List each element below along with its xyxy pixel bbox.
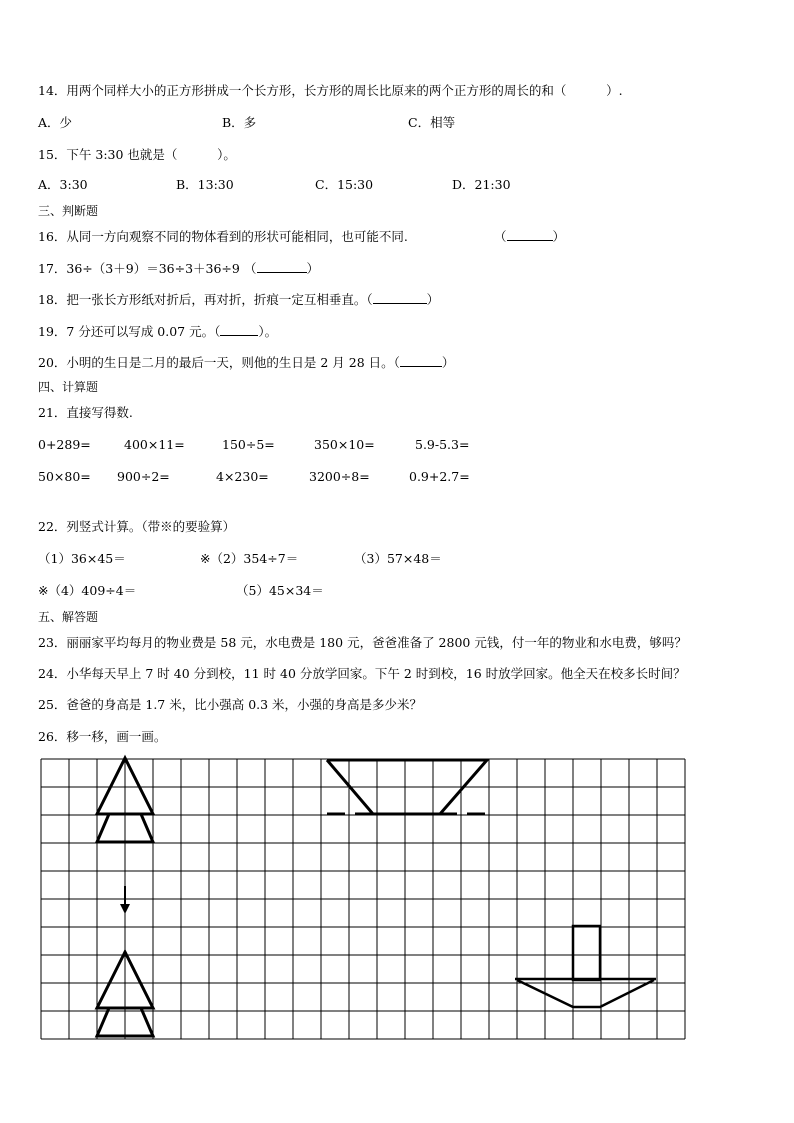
- q16-paren-close: ）: [552, 229, 566, 244]
- q22-item: （1）36×45＝: [38, 551, 126, 566]
- section-3-heading: 三、判断题: [38, 204, 99, 218]
- q19-text: 19．7 分还可以写成 0.07 元。（: [38, 324, 221, 339]
- q16-paren-open: （: [494, 229, 507, 244]
- q21-calc: 0+289=: [38, 437, 91, 452]
- q15-option-d[interactable]: D．21:30: [452, 177, 511, 192]
- q23-stem: 23．丽丽家平均每月的物业费是 58 元，水电费是 180 元，爸爸准备了 2800 元钱，付一年的物业和水电费，够吗？: [38, 635, 687, 650]
- q22-item: ※（2）354÷7＝: [200, 551, 299, 566]
- q21-calc: 400×11=: [124, 437, 185, 452]
- q21-calc: 3200÷8=: [309, 469, 370, 484]
- q22-title: 22．列竖式计算。（带※的要验算）: [38, 519, 236, 534]
- q21-title: 21．直接写得数.: [38, 405, 133, 420]
- q20-paren-close: ）: [441, 355, 455, 370]
- section-4-heading: 四、计算题: [38, 380, 99, 394]
- q22-item: （3）57×48＝: [354, 551, 442, 566]
- q21-calc: 0.9+2.7=: [409, 469, 470, 484]
- q20-text: 20．小明的生日是二月的最后一天，则他的生日是 2 月 28 日。（: [38, 355, 400, 370]
- q19-paren-close: ）。: [258, 324, 278, 339]
- down-arrow-icon: [120, 886, 130, 914]
- q16-stem: 16．从同一方向观察不同的物体看到的形状可能相同，也可能不同.: [38, 229, 408, 244]
- q21-calc: 5.9-5.3=: [415, 437, 470, 452]
- q17-paren-close: ）: [306, 261, 320, 276]
- q15-option-b[interactable]: B．13:30: [176, 177, 234, 192]
- boat-figure: [515, 926, 656, 1007]
- q26-stem: 26．移一移，画一画。: [38, 729, 167, 744]
- q18-text: 18．把一张长方形纸对折后，再对折，折痕一定互相垂直。（: [38, 292, 373, 307]
- q21-calc: 4×230=: [216, 469, 269, 484]
- q14-option-b[interactable]: B．多: [222, 115, 257, 130]
- section-5-heading: 五、解答题: [38, 610, 99, 624]
- q18-paren-close: ）: [426, 292, 440, 307]
- q14-stem: 14．用两个同样大小的正方形拼成一个长方形，长方形的周长比原来的两个正方形的周长的和（ ）.: [38, 83, 623, 98]
- q17-stem: 17．36÷（3＋9）＝36÷3＋36÷9: [38, 261, 240, 276]
- q21-calc: 350×10=: [314, 437, 375, 452]
- q21-calc: 50×80=: [38, 469, 91, 484]
- q21-calc: 150÷5=: [222, 437, 275, 452]
- q21-calc: 900÷2=: [117, 469, 170, 484]
- q15-stem: 15．下午 3:30 也就是（ ）。: [38, 147, 236, 162]
- q24-stem: 24．小华每天早上 7 时 40 分到校，11 时 40 分放学回家。下午 2 时到校，16 时放学回家。他全天在校多长时间？: [38, 666, 686, 681]
- q22-item: ※（4）409÷4＝: [38, 583, 137, 598]
- q22-item: （5）45×34＝: [236, 583, 324, 598]
- q25-stem: 25．爸爸的身高是 1.7 米，比小强高 0.3 米，小强的身高是多少米？: [38, 697, 423, 712]
- q15-option-c[interactable]: C．15:30: [315, 177, 374, 192]
- q14-option-c[interactable]: C．相等: [408, 115, 456, 130]
- q14-option-a[interactable]: A．少: [38, 115, 73, 130]
- q17-paren-open: （: [244, 261, 257, 276]
- q15-option-a[interactable]: A．3:30: [38, 177, 88, 192]
